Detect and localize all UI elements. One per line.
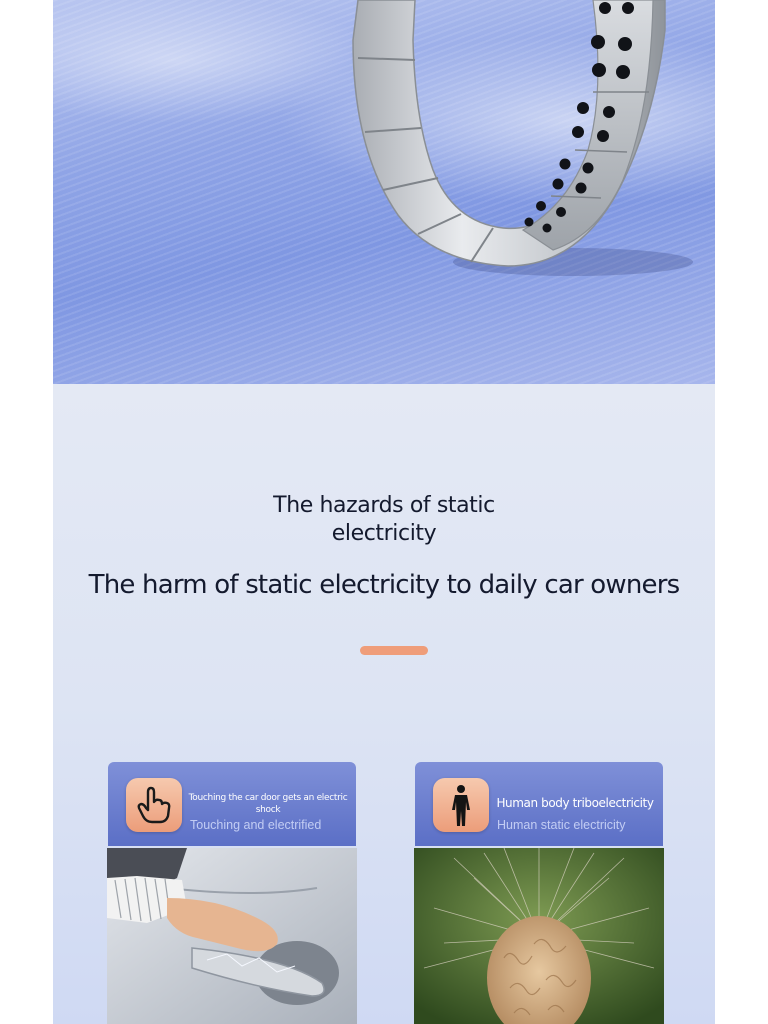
hero-bracelet-image — [53, 0, 715, 384]
card-title: Human body triboelectricity — [496, 796, 654, 810]
section-title — [53, 492, 715, 548]
human-body-icon — [433, 778, 489, 832]
bracelet-illustration — [53, 0, 715, 384]
section-subtitle: The harm of static electricity to daily car owners — [88, 570, 680, 600]
card-title: Touching the car door gets an electric shock — [188, 793, 348, 815]
content-column — [53, 0, 715, 1024]
card-subtitle: Human static electricity — [497, 818, 626, 832]
accent-divider — [360, 646, 428, 655]
card-header — [108, 762, 356, 846]
card-car-door-shock — [107, 762, 357, 1024]
section-title-line2: electricity — [331, 521, 437, 546]
static-hair-photo — [414, 848, 664, 1024]
section-title-line1: The hazards of static — [273, 493, 495, 518]
car-door-photo — [107, 848, 357, 1024]
static-hazards-section — [53, 384, 715, 1024]
card-header — [415, 762, 663, 846]
pointing-hand-icon — [126, 778, 182, 832]
card-body-triboelectricity — [414, 762, 664, 1024]
card-subtitle: Touching and electrified — [190, 818, 322, 832]
